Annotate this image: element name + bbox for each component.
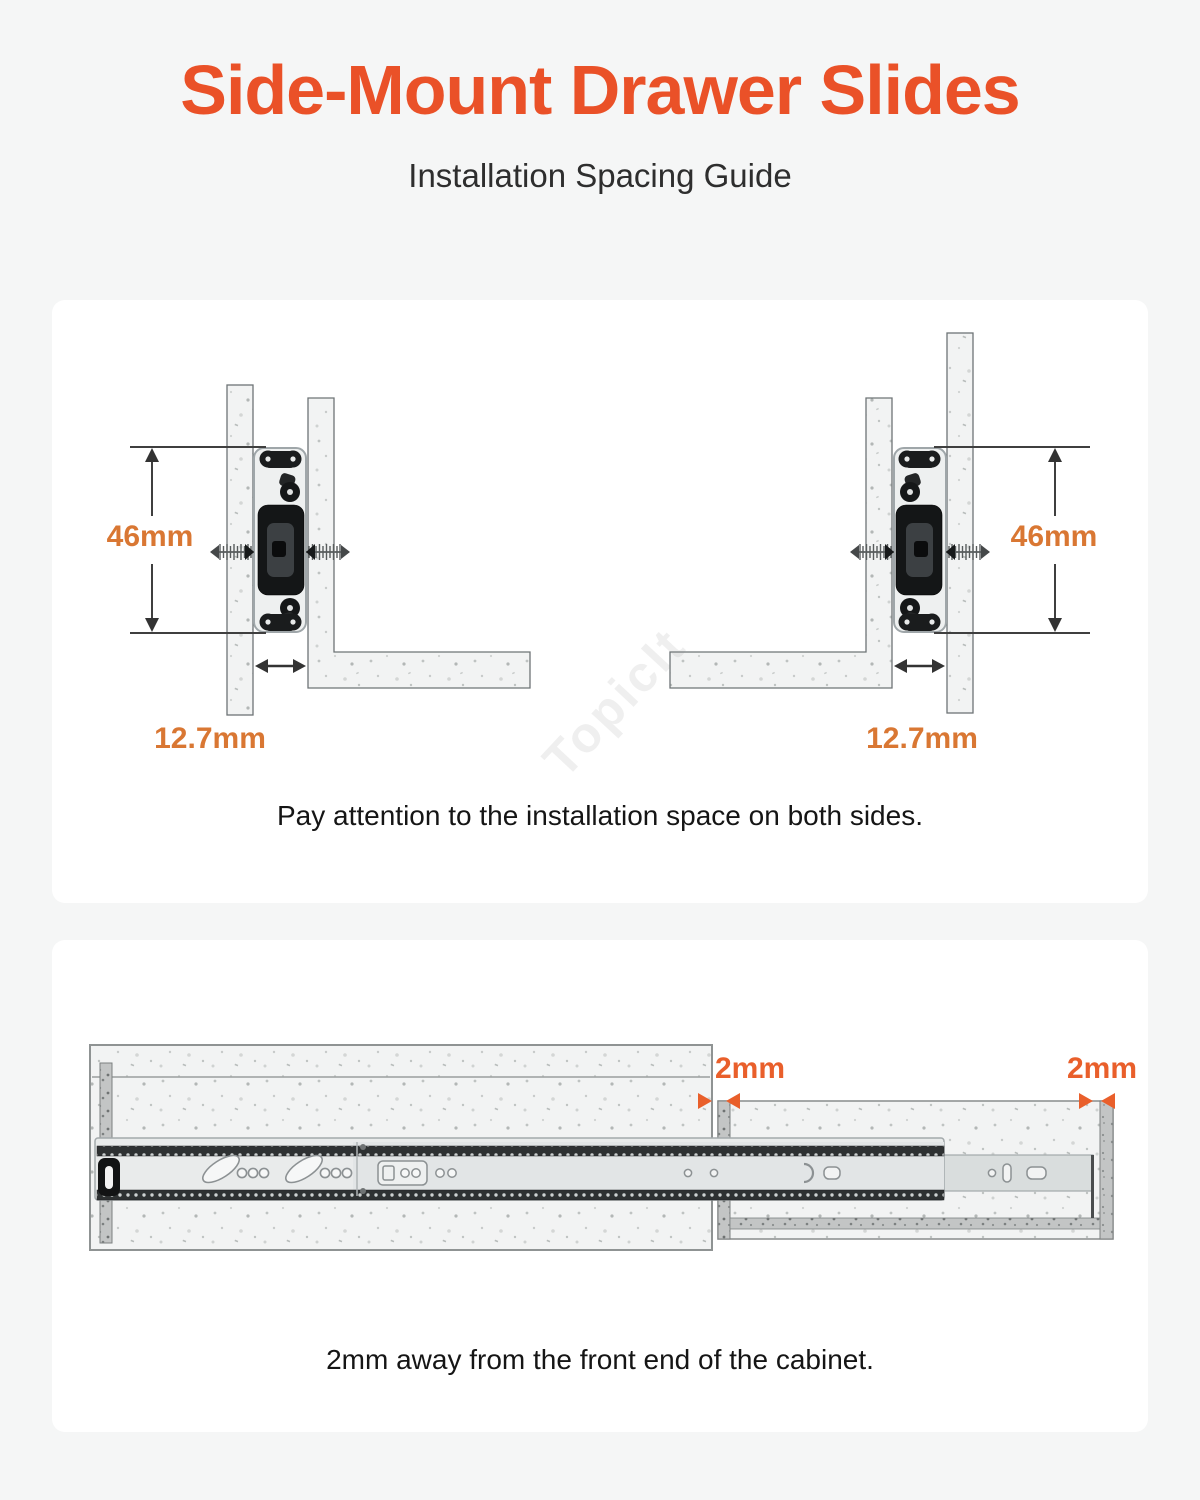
drawer-bottom-board [730, 1218, 1100, 1229]
page-subtitle: Installation Spacing Guide [408, 157, 792, 194]
gap-dimension-left [255, 659, 306, 673]
ball-bearing-strip-top [97, 1146, 944, 1156]
drawer-front-edge [1100, 1101, 1113, 1239]
gap-dimension-right [894, 659, 945, 673]
cabinet-side-panel [947, 333, 973, 713]
gap-dimension-label-left: 12.7mm [154, 722, 266, 755]
drawer-side-panel [308, 398, 530, 688]
page-title: Side-Mount Drawer Slides [180, 51, 1020, 129]
front-clearance-card [52, 940, 1148, 1432]
slide-front-end-line [1091, 1155, 1094, 1218]
top-caption: Pay attention to the installation space on both sides. [277, 800, 923, 831]
height-dimension-label-right: 46mm [1010, 520, 1098, 553]
installation-spacing-card [52, 300, 1148, 903]
bottom-caption: 2mm away from the front end of the cabinet. [326, 1344, 874, 1375]
gap-dimension-label-right: 12.7mm [866, 722, 978, 755]
drawer-side-panel [670, 398, 892, 688]
height-dimension-label-left: 46mm [106, 520, 194, 553]
ball-bearing-strip-bottom [97, 1190, 944, 1200]
front-gap-label-left: 2mm [715, 1052, 786, 1085]
front-gap-label-right: 2mm [1067, 1052, 1138, 1085]
